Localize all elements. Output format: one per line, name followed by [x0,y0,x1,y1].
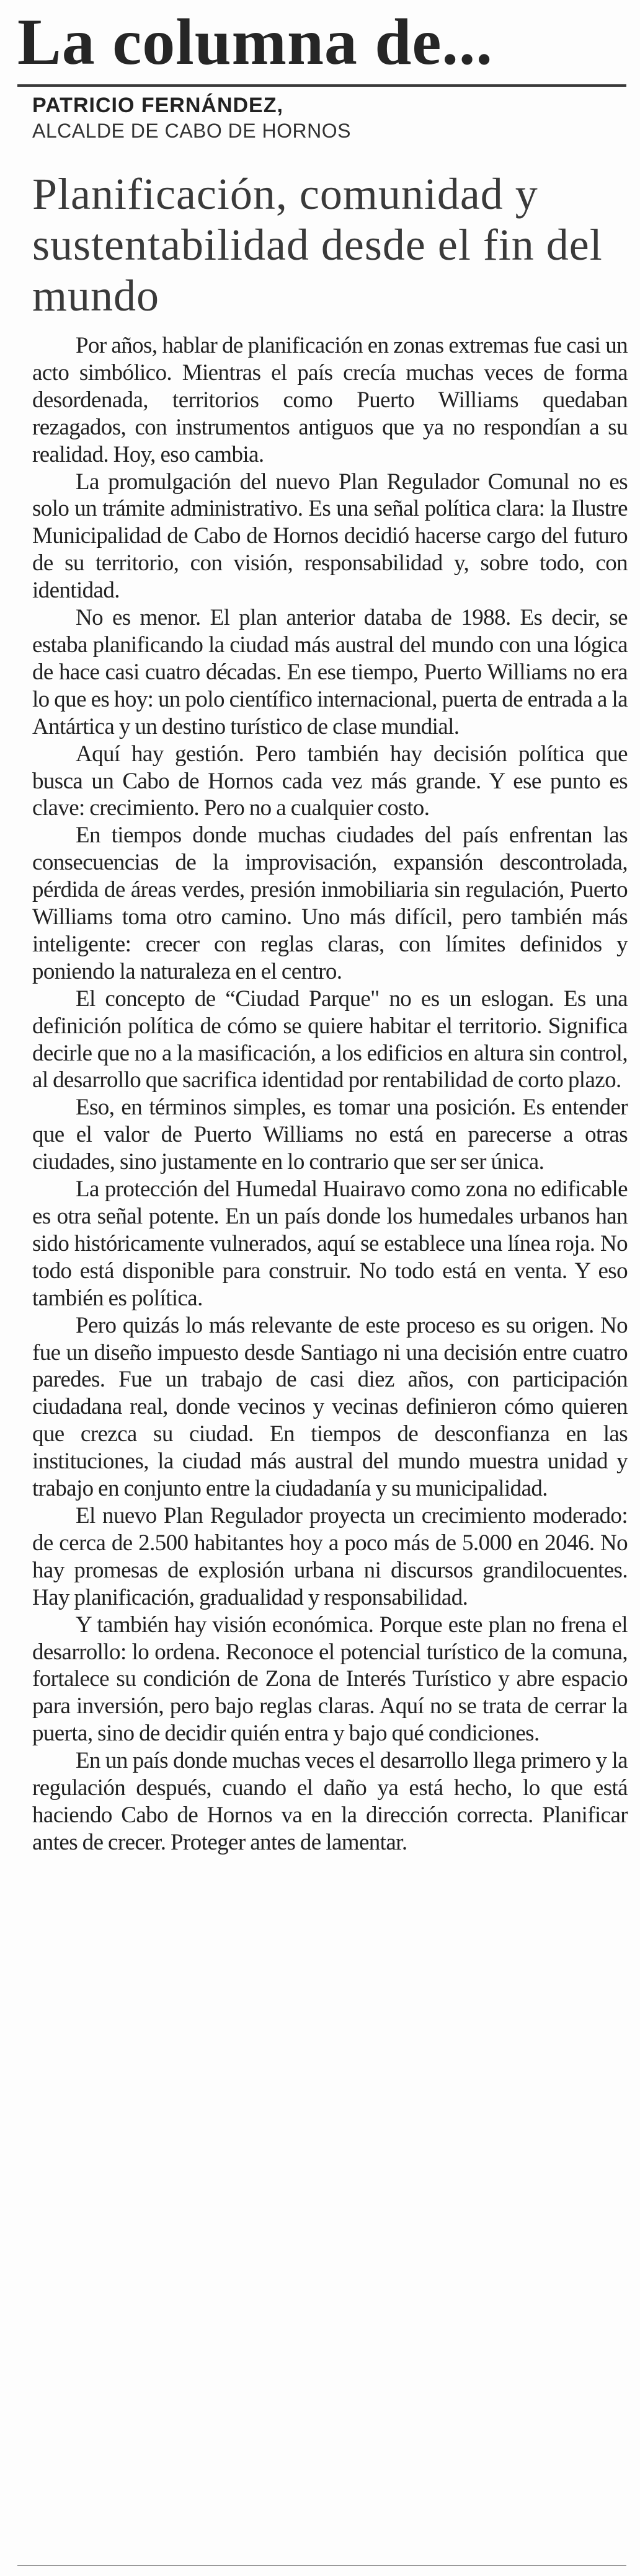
article-paragraph: La promulgación del nuevo Plan Regulador Comunal no es solo un trámite administrativo. Es una señal política clara: la Ilustre Municipalidad de Cabo de Hornos decidió hacerse cargo del futuro de su territorio, con visión, responsabilidad y, sobre todo, con identidad. [32,469,628,604]
article-paragraph: Pero quizás lo más relevante de este proceso es su origen. No fue un diseño impuesto desde Santiago ni una decisión entre cuatro paredes. Fue un trabajo de casi diez años, con participación ciudadana real, donde vecinos y vecinas definieron cómo quieren que crezca su ciudad. En tiempos de desconfianza en las instituciones, la ciudad más austral del mundo muestra unidad y trabajo en conjunto entre la ciudadanía y su municipalidad. [32,1312,628,1502]
article-paragraph: El concepto de “Ciudad Parque" no es un eslogan. Es una definición política de cómo se quiere habitar el territorio. Significa decirle que no a la masificación, a los edificios en altura sin control, al desarrollo que sacrifica identidad por rentabilidad de corto plazo. [32,986,628,1093]
section-title: La columna de... [17,6,493,78]
article-paragraph: En un país donde muchas veces el desarrollo llega primero y la regulación después, cuando el daño ya está hecho, lo que está haciendo Cabo de Hornos va en la dirección correcta. Planificar antes de crecer. Proteger antes de lamentar. [32,1748,628,1855]
footer-divider [17,2565,626,2566]
article-paragraph: La protección del Humedal Huairavo como zona no edificable es otra señal potente. En un país donde los humedales urbanos han sido históricamente vulnerados, aquí se establece una línea roja. No todo está disponible para construir. No todo está en venta. Y eso también es política. [32,1176,628,1311]
author-role: ALCALDE DE CABO DE HORNOS [32,120,351,142]
author-name: PATRICIO FERNÁNDEZ, [32,94,283,117]
article-paragraph: Por años, hablar de planificación en zonas extremas fue casi un acto simbólico. Mientras el país crecía muchas veces de forma desordenada, territorios como Puerto Williams quedaban rezagados, con instrumentos antiguos que ya no respondían a su realidad. Hoy, eso cambia. [32,333,628,467]
article-headline: Planificación, comunidad y sustentabilidad desde el fin del mundo [32,169,603,320]
header-divider [17,84,626,87]
article-paragraph: Aquí hay gestión. Pero también hay decisión política que busca un Cabo de Hornos cada vez más grande. Y ese punto es clave: crecimiento. Pero no a cualquier costo. [32,741,628,821]
article-paragraph: No es menor. El plan anterior databa de 1988. Es decir, se estaba planificando la ciudad más austral del mundo con una lógica de hace casi cuatro décadas. En ese tiempo, Puerto Williams no era lo que es hoy: un polo científico internacional, puerta de entrada a la Antártica y un destino turístico de clase mundial. [32,605,628,739]
article-paragraph: El nuevo Plan Regulador proyecta un crecimiento moderado: de cerca de 2.500 habitantes hoy a poco más de 5.000 en 2046. No hay promesas de explosión urbana ni discursos grandilocuentes. Hay planificación, gradualidad y responsabilidad. [32,1502,628,1610]
article-paragraph: Y también hay visión económica. Porque este plan no frena el desarrollo: lo ordena. Reconoce el potencial turístico de la comuna, fortalece su condición de Zona de Interés Turístico y abre espacio para inversión, pero bajo reglas claras. Aquí no se trata de cerrar la puerta, sino de decidir quién entra y bajo qué condiciones. [32,1612,628,1747]
article-paragraph: En tiempos donde muchas ciudades del país enfrentan las consecuencias de la improvisación, expansión descontrolada, pérdida de áreas verdes, presión inmobiliaria sin regulación, Puerto Williams toma otro camino. Uno más difícil, pero también más inteligente: crecer con reglas claras, con límites definidos y poniendo la naturaleza en el centro. [32,823,628,984]
article-paragraph: Eso, en términos simples, es tomar una posición. Es entender que el valor de Puerto Williams no está en parecerse a otras ciudades, sino justamente en lo contrario que ser ser única. [32,1095,628,1175]
article-body [32,332,628,1856]
